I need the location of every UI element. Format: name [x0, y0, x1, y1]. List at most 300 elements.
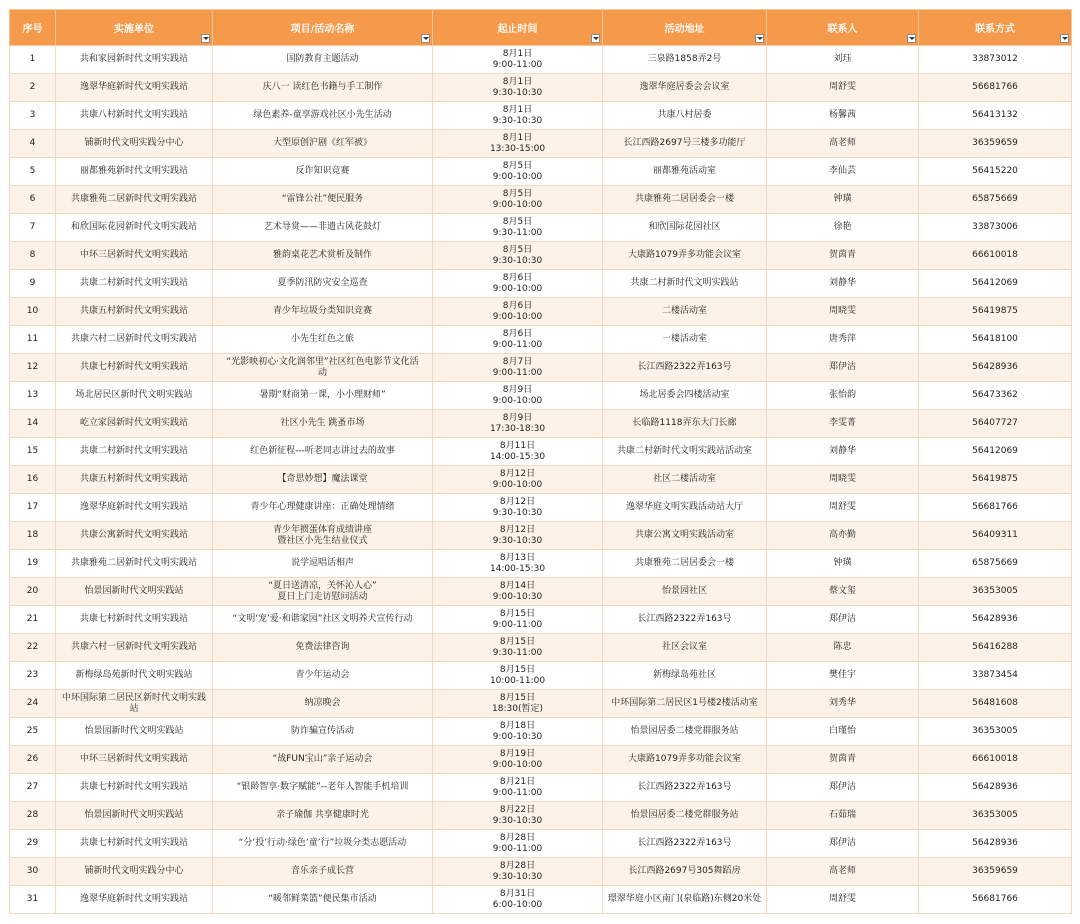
cell-no[interactable] [10, 270, 56, 298]
cell-project[interactable] [213, 746, 433, 774]
cell-address[interactable] [603, 690, 767, 718]
cell-no[interactable] [10, 74, 56, 102]
cell-address[interactable] [603, 326, 767, 354]
cell-project[interactable] [213, 214, 433, 242]
cell-unit[interactable] [56, 634, 213, 662]
cell-project[interactable] [213, 690, 433, 718]
cell-time[interactable] [433, 130, 603, 158]
cell-address[interactable] [603, 774, 767, 802]
cell-contact[interactable] [767, 410, 919, 438]
cell-project[interactable] [213, 102, 433, 130]
cell-no[interactable] [10, 578, 56, 606]
cell-project[interactable] [213, 494, 433, 522]
cell-no[interactable] [10, 130, 56, 158]
cell-unit[interactable] [56, 606, 213, 634]
cell-phone[interactable] [919, 74, 1072, 102]
cell-address[interactable] [603, 298, 767, 326]
table-row [10, 298, 1072, 326]
cell-contact[interactable] [767, 662, 919, 690]
cell-no[interactable] [10, 522, 56, 550]
cell-phone-text: 56428936 [972, 362, 1018, 372]
cell-phone[interactable] [919, 634, 1072, 662]
cell-address[interactable] [603, 102, 767, 130]
cell-time-line1: 8月22日 [499, 804, 536, 815]
cell-contact[interactable] [767, 718, 919, 746]
cell-contact[interactable] [767, 634, 919, 662]
cell-contact-text: 李仙芸 [828, 166, 856, 176]
cell-contact[interactable] [767, 46, 919, 74]
cell-no[interactable] [10, 690, 56, 718]
cell-project[interactable] [213, 634, 433, 662]
cell-project[interactable] [213, 46, 433, 74]
cell-time[interactable] [433, 438, 603, 466]
column-header-project[interactable] [213, 10, 433, 46]
cell-time[interactable] [433, 774, 603, 802]
cell-unit[interactable] [56, 578, 213, 606]
cell-time-line2: 9:30-10:30 [492, 115, 543, 126]
cell-address[interactable] [603, 886, 767, 914]
cell-project[interactable] [213, 858, 433, 886]
cell-no[interactable] [10, 214, 56, 242]
cell-phone[interactable] [919, 830, 1072, 858]
cell-time-line2: 10:00-11:00 [489, 675, 546, 686]
cell-phone-text: 33873454 [972, 670, 1018, 680]
cell-address[interactable] [603, 242, 767, 270]
cell-no[interactable] [10, 886, 56, 914]
cell-contact[interactable] [767, 298, 919, 326]
column-header-no[interactable] [10, 10, 56, 46]
cell-contact[interactable] [767, 242, 919, 270]
cell-project[interactable] [213, 354, 433, 382]
cell-unit[interactable] [56, 466, 213, 494]
cell-no[interactable] [10, 746, 56, 774]
cell-phone[interactable] [919, 466, 1072, 494]
cell-phone[interactable] [919, 214, 1072, 242]
cell-unit[interactable] [56, 354, 213, 382]
cell-address-text: 共康雅苑二居居委会一楼 [634, 558, 734, 568]
cell-no[interactable] [10, 382, 56, 410]
filter-dropdown-icon[interactable] [421, 34, 430, 43]
column-header-contact[interactable] [767, 10, 919, 46]
table-row [10, 186, 1072, 214]
cell-no[interactable] [10, 494, 56, 522]
cell-no-text: 10 [26, 306, 39, 316]
cell-time[interactable] [433, 270, 603, 298]
filter-dropdown-icon[interactable] [201, 34, 210, 43]
cell-time-line2: 9:30-11:00 [492, 227, 543, 238]
column-header-phone[interactable] [919, 10, 1072, 46]
cell-phone[interactable] [919, 270, 1072, 298]
cell-time[interactable] [433, 46, 603, 74]
cell-no-text: 30 [26, 866, 39, 876]
cell-phone-text: 56428936 [972, 782, 1018, 792]
cell-contact-text: 张怡韵 [828, 390, 856, 400]
cell-contact[interactable] [767, 130, 919, 158]
cell-phone[interactable] [919, 550, 1072, 578]
cell-phone[interactable] [919, 410, 1072, 438]
cell-phone[interactable] [919, 438, 1072, 466]
cell-phone[interactable] [919, 46, 1072, 74]
cell-time[interactable] [433, 606, 603, 634]
filter-dropdown-icon[interactable] [591, 34, 600, 43]
cell-address[interactable] [603, 158, 767, 186]
cell-no[interactable] [10, 242, 56, 270]
cell-unit[interactable] [56, 718, 213, 746]
cell-unit[interactable] [56, 886, 213, 914]
table-row [10, 270, 1072, 298]
cell-phone-text: 56681766 [972, 82, 1018, 92]
cell-phone[interactable] [919, 102, 1072, 130]
cell-time[interactable] [433, 690, 603, 718]
cell-no[interactable] [10, 326, 56, 354]
cell-time-line2: 14:00-15:30 [489, 563, 546, 574]
cell-phone[interactable] [919, 802, 1072, 830]
table-row [10, 858, 1072, 886]
cell-unit[interactable] [56, 270, 213, 298]
cell-time[interactable] [433, 578, 603, 606]
cell-project[interactable] [213, 438, 433, 466]
cell-time-line1: 8月21日 [499, 776, 536, 787]
cell-unit[interactable] [56, 298, 213, 326]
cell-no[interactable] [10, 158, 56, 186]
cell-phone-text: 36359659 [972, 138, 1018, 148]
cell-no[interactable] [10, 634, 56, 662]
cell-time[interactable] [433, 158, 603, 186]
cell-phone[interactable] [919, 662, 1072, 690]
cell-contact[interactable] [767, 438, 919, 466]
cell-project[interactable] [213, 774, 433, 802]
cell-project[interactable] [213, 578, 433, 606]
cell-no[interactable] [10, 46, 56, 74]
filter-dropdown-icon[interactable] [755, 34, 764, 43]
cell-unit[interactable] [56, 550, 213, 578]
cell-contact[interactable] [767, 494, 919, 522]
cell-no[interactable] [10, 298, 56, 326]
cell-contact[interactable] [767, 830, 919, 858]
cell-unit-line1: 共康七村新时代文明实践站 [79, 838, 188, 848]
cell-phone[interactable] [919, 130, 1072, 158]
cell-no[interactable] [10, 410, 56, 438]
cell-address-text: 长江西路2697号305舞蹈房 [628, 866, 741, 876]
cell-project[interactable] [213, 606, 433, 634]
cell-time[interactable] [433, 550, 603, 578]
cell-no[interactable] [10, 606, 56, 634]
cell-contact[interactable] [767, 606, 919, 634]
cell-no[interactable] [10, 774, 56, 802]
cell-phone[interactable] [919, 746, 1072, 774]
cell-no[interactable] [10, 858, 56, 886]
cell-unit-line1: 共康七村新时代文明实践站 [79, 362, 188, 372]
cell-no[interactable] [10, 550, 56, 578]
cell-no[interactable] [10, 830, 56, 858]
cell-project[interactable] [213, 886, 433, 914]
cell-phone[interactable] [919, 886, 1072, 914]
cell-time-line1: 8月28日 [499, 832, 536, 843]
cell-contact[interactable] [767, 466, 919, 494]
cell-time[interactable] [433, 354, 603, 382]
cell-time[interactable] [433, 634, 603, 662]
cell-time[interactable] [433, 522, 603, 550]
cell-no[interactable] [10, 802, 56, 830]
cell-unit[interactable] [56, 774, 213, 802]
cell-contact[interactable] [767, 858, 919, 886]
cell-unit[interactable] [56, 438, 213, 466]
cell-no[interactable] [10, 102, 56, 130]
cell-address-text: 社区会议室 [661, 642, 707, 652]
cell-address-text: 长江西路2322弄163号 [637, 614, 732, 624]
table-row [10, 606, 1072, 634]
cell-unit-line2: 站 [129, 703, 139, 714]
cell-unit[interactable] [56, 494, 213, 522]
cell-time-line1: 8月6日 [502, 328, 533, 339]
cell-address[interactable] [603, 438, 767, 466]
cell-address[interactable] [603, 634, 767, 662]
cell-no-text: 3 [29, 110, 36, 120]
cell-project-line1: 艺术导赏——非遗古风花鼓灯 [263, 222, 381, 232]
cell-address[interactable] [603, 718, 767, 746]
cell-contact[interactable] [767, 382, 919, 410]
cell-contact[interactable] [767, 326, 919, 354]
cell-address[interactable] [603, 270, 767, 298]
table-row [10, 662, 1072, 690]
cell-contact[interactable] [767, 886, 919, 914]
cell-address[interactable] [603, 550, 767, 578]
cell-no-text: 29 [26, 838, 39, 848]
cell-contact[interactable] [767, 690, 919, 718]
cell-phone-text: 56412069 [972, 278, 1018, 288]
cell-time[interactable] [433, 466, 603, 494]
cell-time[interactable] [433, 886, 603, 914]
column-header-time[interactable] [433, 10, 603, 46]
cell-project[interactable] [213, 158, 433, 186]
cell-phone[interactable] [919, 774, 1072, 802]
cell-phone[interactable] [919, 354, 1072, 382]
cell-contact-text: 蔡文玺 [828, 586, 856, 596]
cell-phone[interactable] [919, 158, 1072, 186]
cell-unit[interactable] [56, 382, 213, 410]
cell-unit[interactable] [56, 214, 213, 242]
cell-unit-line1: 共康二村新时代文明实践站 [79, 278, 188, 288]
table-row [10, 550, 1072, 578]
cell-address[interactable] [603, 662, 767, 690]
cell-phone[interactable] [919, 186, 1072, 214]
cell-address[interactable] [603, 130, 767, 158]
cell-unit-line1: 共康六村一居新时代文明实践站 [70, 642, 197, 652]
cell-project[interactable] [213, 522, 433, 550]
cell-address[interactable] [603, 466, 767, 494]
cell-contact[interactable] [767, 270, 919, 298]
cell-unit[interactable] [56, 102, 213, 130]
cell-time-line2: 17:30-18:30 [489, 423, 546, 434]
cell-time[interactable] [433, 858, 603, 886]
cell-address-text: 中环国际第二居民区1号楼2楼活动室 [611, 698, 758, 708]
cell-project[interactable] [213, 186, 433, 214]
cell-time[interactable] [433, 718, 603, 746]
table-row [10, 690, 1072, 718]
table-row [10, 74, 1072, 102]
cell-unit[interactable] [56, 242, 213, 270]
cell-address[interactable] [603, 522, 767, 550]
filter-dropdown-icon[interactable] [907, 34, 916, 43]
cell-contact-text: 石茹瑞 [828, 810, 856, 820]
cell-time[interactable] [433, 214, 603, 242]
cell-address[interactable] [603, 830, 767, 858]
cell-unit[interactable] [56, 858, 213, 886]
cell-no-text: 27 [26, 782, 39, 792]
cell-unit-line1: 怡景园新时代文明实践站 [84, 810, 184, 820]
cell-time-line2: 13:30-15:00 [489, 143, 546, 154]
cell-project[interactable] [213, 326, 433, 354]
cell-time-line1: 8月15日 [499, 664, 536, 675]
cell-unit[interactable] [56, 746, 213, 774]
cell-unit[interactable] [56, 74, 213, 102]
cell-project[interactable] [213, 74, 433, 102]
cell-contact[interactable] [767, 102, 919, 130]
cell-contact[interactable] [767, 186, 919, 214]
cell-phone[interactable] [919, 522, 1072, 550]
cell-unit[interactable] [56, 802, 213, 830]
cell-time[interactable] [433, 410, 603, 438]
column-header-label: 实施单位 [114, 24, 154, 35]
cell-unit[interactable] [56, 522, 213, 550]
cell-phone[interactable] [919, 578, 1072, 606]
cell-no[interactable] [10, 438, 56, 466]
cell-project[interactable] [213, 550, 433, 578]
cell-time[interactable] [433, 494, 603, 522]
cell-unit-line1: 逸翠华庭新时代文明实践站 [79, 82, 188, 92]
cell-contact[interactable] [767, 550, 919, 578]
cell-time[interactable] [433, 298, 603, 326]
cell-address-text: 共康二村新时代文明实践站活动室 [616, 446, 752, 456]
cell-address[interactable] [603, 410, 767, 438]
cell-project-line1: “银龄智享·数字赋能”--老年人智能手机培训 [236, 782, 409, 792]
cell-contact-text: 樊佳宇 [828, 670, 856, 680]
cell-unit[interactable] [56, 46, 213, 74]
cell-project[interactable] [213, 382, 433, 410]
cell-address-text: 长江西路2322弄163号 [637, 838, 732, 848]
cell-phone[interactable] [919, 494, 1072, 522]
cell-address[interactable] [603, 578, 767, 606]
cell-time[interactable] [433, 326, 603, 354]
cell-unit[interactable] [56, 158, 213, 186]
column-header-unit[interactable] [56, 10, 213, 46]
cell-project[interactable] [213, 130, 433, 158]
cell-time[interactable] [433, 830, 603, 858]
cell-project-line1: 雅韵桌花艺术赏析及制作 [272, 250, 372, 260]
cell-no-text: 24 [26, 698, 39, 708]
cell-address[interactable] [603, 186, 767, 214]
cell-unit-line1: 铺新时代文明实践分中心 [84, 866, 184, 876]
cell-phone[interactable] [919, 382, 1072, 410]
cell-address[interactable] [603, 214, 767, 242]
cell-address[interactable] [603, 74, 767, 102]
cell-project[interactable] [213, 270, 433, 298]
cell-unit-line1: 共康雅苑二居新时代文明实践站 [70, 558, 197, 568]
cell-project-line1: 庆八一 读红色书籍与手工制作 [262, 82, 383, 92]
cell-no[interactable] [10, 354, 56, 382]
cell-phone-text: 56428936 [972, 838, 1018, 848]
table-row [10, 774, 1072, 802]
cell-project-line1: 国防教育主题活动 [286, 54, 359, 64]
cell-no[interactable] [10, 718, 56, 746]
cell-contact[interactable] [767, 158, 919, 186]
cell-contact[interactable] [767, 802, 919, 830]
cell-phone[interactable] [919, 690, 1072, 718]
cell-contact[interactable] [767, 522, 919, 550]
cell-no[interactable] [10, 466, 56, 494]
cell-time[interactable] [433, 74, 603, 102]
column-header-address[interactable] [603, 10, 767, 46]
cell-address[interactable] [603, 494, 767, 522]
cell-contact[interactable] [767, 578, 919, 606]
cell-project[interactable] [213, 410, 433, 438]
cell-time[interactable] [433, 802, 603, 830]
cell-contact[interactable] [767, 774, 919, 802]
cell-project[interactable] [213, 662, 433, 690]
cell-project[interactable] [213, 298, 433, 326]
cell-contact[interactable] [767, 354, 919, 382]
cell-time[interactable] [433, 662, 603, 690]
cell-time[interactable] [433, 746, 603, 774]
cell-time[interactable] [433, 382, 603, 410]
cell-address[interactable] [603, 354, 767, 382]
cell-address[interactable] [603, 746, 767, 774]
cell-project-line2: 动 [317, 367, 327, 378]
table-row [10, 214, 1072, 242]
cell-time[interactable] [433, 186, 603, 214]
cell-unit[interactable] [56, 186, 213, 214]
cell-project[interactable] [213, 466, 433, 494]
cell-unit[interactable] [56, 662, 213, 690]
cell-phone[interactable] [919, 326, 1072, 354]
cell-address[interactable] [603, 46, 767, 74]
cell-time[interactable] [433, 242, 603, 270]
table-row [10, 886, 1072, 914]
cell-project[interactable] [213, 830, 433, 858]
cell-unit[interactable] [56, 410, 213, 438]
cell-contact[interactable] [767, 214, 919, 242]
cell-phone[interactable] [919, 858, 1072, 886]
cell-unit[interactable] [56, 690, 213, 718]
cell-address[interactable] [603, 606, 767, 634]
cell-contact[interactable] [767, 74, 919, 102]
cell-no[interactable] [10, 186, 56, 214]
cell-unit[interactable] [56, 326, 213, 354]
cell-no-text: 4 [29, 138, 36, 148]
cell-address[interactable] [603, 382, 767, 410]
cell-address[interactable] [603, 858, 767, 886]
cell-no[interactable] [10, 662, 56, 690]
cell-time[interactable] [433, 102, 603, 130]
cell-address[interactable] [603, 802, 767, 830]
cell-unit-line1: 中环三居新时代文明实践站 [79, 250, 188, 260]
cell-time-line2: 9:00-11:00 [492, 843, 543, 854]
cell-phone[interactable] [919, 298, 1072, 326]
table-row [10, 802, 1072, 830]
cell-phone[interactable] [919, 606, 1072, 634]
cell-unit[interactable] [56, 130, 213, 158]
cell-contact[interactable] [767, 746, 919, 774]
filter-dropdown-icon[interactable] [1060, 34, 1069, 43]
cell-phone[interactable] [919, 242, 1072, 270]
cell-project[interactable] [213, 242, 433, 270]
cell-unit[interactable] [56, 830, 213, 858]
cell-no-text: 28 [26, 810, 39, 820]
cell-phone[interactable] [919, 718, 1072, 746]
cell-project[interactable] [213, 718, 433, 746]
table-row [10, 130, 1072, 158]
cell-project[interactable] [213, 802, 433, 830]
